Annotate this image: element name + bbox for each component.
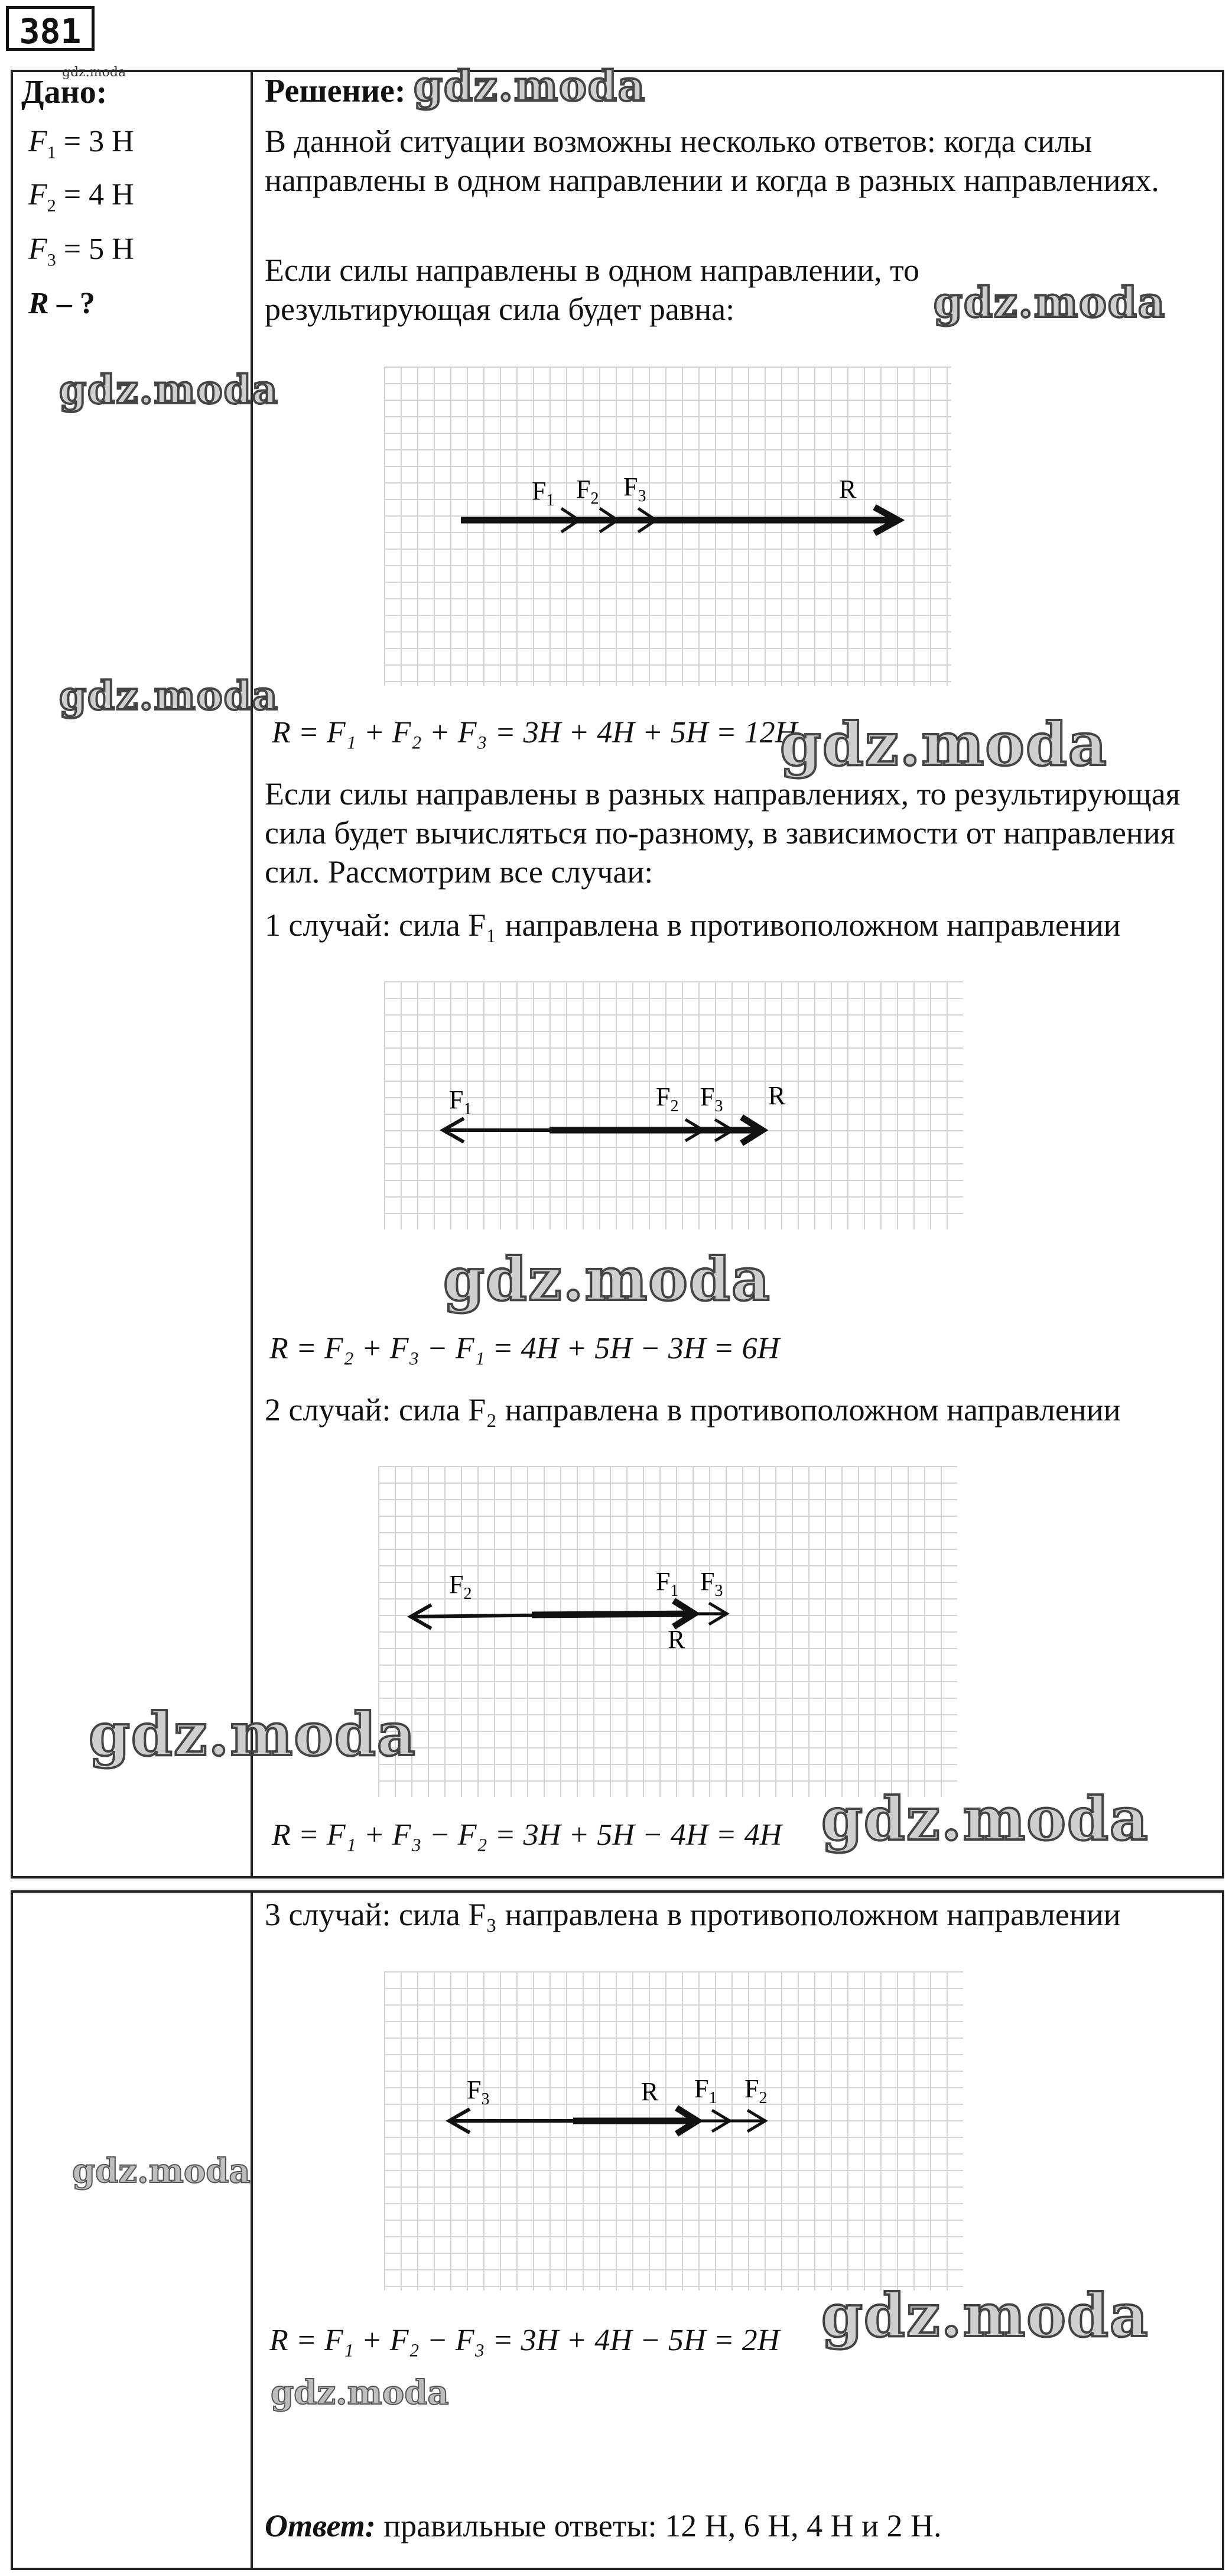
- watermark-tiny: gdz.moda: [62, 65, 126, 80]
- label-f1: $F_1$: [532, 476, 555, 510]
- label-f3: $F_3$: [700, 1082, 723, 1115]
- given-f3-sym: F: [28, 232, 47, 266]
- watermark-1: gdz.moda: [934, 278, 1166, 327]
- formula-case3: R = F₁ + F₂ − F₃ = 3H + 4H − 5H = 2H: [269, 2324, 780, 2357]
- given-f3-value: = 5 Н: [56, 232, 134, 266]
- given-f2-sub: 2: [47, 196, 56, 216]
- given-header: Дано:: [21, 74, 108, 111]
- answer-label: Ответ:: [265, 2508, 376, 2543]
- label-f3: $F_3$: [623, 472, 646, 505]
- watermark-9: gdz.moda: [821, 2280, 1149, 2350]
- watermark-10: gdz.moda: [271, 2373, 449, 2412]
- table-1-divider: [251, 70, 253, 1879]
- case3-title: 3 случай: сила F₃ направлена в противоположном направлении: [265, 1897, 1121, 1932]
- diagram-case3: [384, 1971, 963, 2291]
- label-f3: $F_3$: [700, 1567, 723, 1600]
- table-2-divider: [251, 1890, 253, 2570]
- case2-title: 2 случай: сила F₂ направлена в противоположном направлении: [265, 1392, 1121, 1427]
- label-f1: $F_1$: [449, 1085, 472, 1118]
- diagram-case2: [378, 1466, 957, 1797]
- given-r-value: – ?: [48, 287, 95, 320]
- watermark-header: gdz.moda: [414, 61, 646, 111]
- label-r: R: [641, 2077, 659, 2106]
- case1-title: 1 случай: сила F₁ направлена в противоположном направлении: [265, 907, 1121, 943]
- label-f2: $F_2$: [744, 2074, 768, 2107]
- diagram-same-direction: [384, 366, 951, 686]
- watermark-2: gdz.moda: [59, 366, 279, 413]
- given-r-sym: R: [28, 287, 49, 320]
- answer: [265, 2506, 1210, 2545]
- given-f2-sym: F: [28, 178, 47, 212]
- label-f1: $F_1$: [656, 1567, 679, 1600]
- watermark-4: gdz.moda: [780, 709, 1108, 779]
- given-f3-sub: 3: [47, 250, 56, 270]
- watermark-8: gdz.moda: [72, 2152, 251, 2191]
- label-f2: $F_2$: [449, 1570, 472, 1603]
- watermark-7: gdz.moda: [821, 1784, 1149, 1854]
- solution-same-direction: Если силы направлены в одном направлении, то результирующая сила будет равна:: [265, 252, 920, 327]
- given-f1: [28, 124, 134, 163]
- given-f1-sub: 1: [47, 142, 56, 163]
- label-r: R: [768, 1081, 786, 1110]
- solution-different-directions: Если силы направлены в разных направлениях, то результирующая сила будет вычисляться по-разному, в зависимости от направления сил. Рассмотрим все случаи:: [265, 776, 1181, 890]
- watermark-6: gdz.moda: [89, 1699, 417, 1769]
- problem-number: 381: [6, 6, 95, 51]
- given-r: [28, 286, 95, 321]
- given-f1-value: = 3 Н: [56, 125, 134, 158]
- label-f3: $F_3$: [467, 2075, 490, 2108]
- given-f2: [28, 177, 134, 216]
- watermark-5: gdz.moda: [443, 1244, 771, 1314]
- label-r: R: [839, 475, 857, 504]
- given-f1-sym: F: [28, 125, 47, 158]
- label-f2: $F_2$: [656, 1082, 679, 1115]
- solution-header: Решение:: [265, 73, 406, 109]
- label-f1: $F_1$: [694, 2074, 717, 2107]
- vector-r: [532, 1614, 694, 1615]
- label-f2: $F_2$: [576, 475, 599, 508]
- answer-text: правильные ответы: 12 Н, 6 Н, 4 Н и 2 Н.: [375, 2508, 942, 2543]
- given-f3: [28, 232, 134, 270]
- watermark-3: gdz.moda: [59, 673, 279, 719]
- given-f2-value: = 4 Н: [56, 178, 134, 212]
- formula-case2: R = F₁ + F₃ − F₂ = 3H + 5H − 4H = 4H: [272, 1818, 782, 1852]
- diagram-case1: [384, 981, 963, 1229]
- formula-same-direction: R = F₁ + F₂ + F₃ = 3H + 4H + 5H = 12H: [272, 716, 798, 750]
- formula-case1: R = F₂ + F₃ − F₁ = 4H + 5H − 3H = 6H: [269, 1332, 780, 1365]
- solution-intro: В данной ситуации возможны несколько ответов: когда силы направлены в одном направлении и когда в разных направлениях.: [265, 124, 1159, 198]
- label-r: R: [668, 1625, 685, 1654]
